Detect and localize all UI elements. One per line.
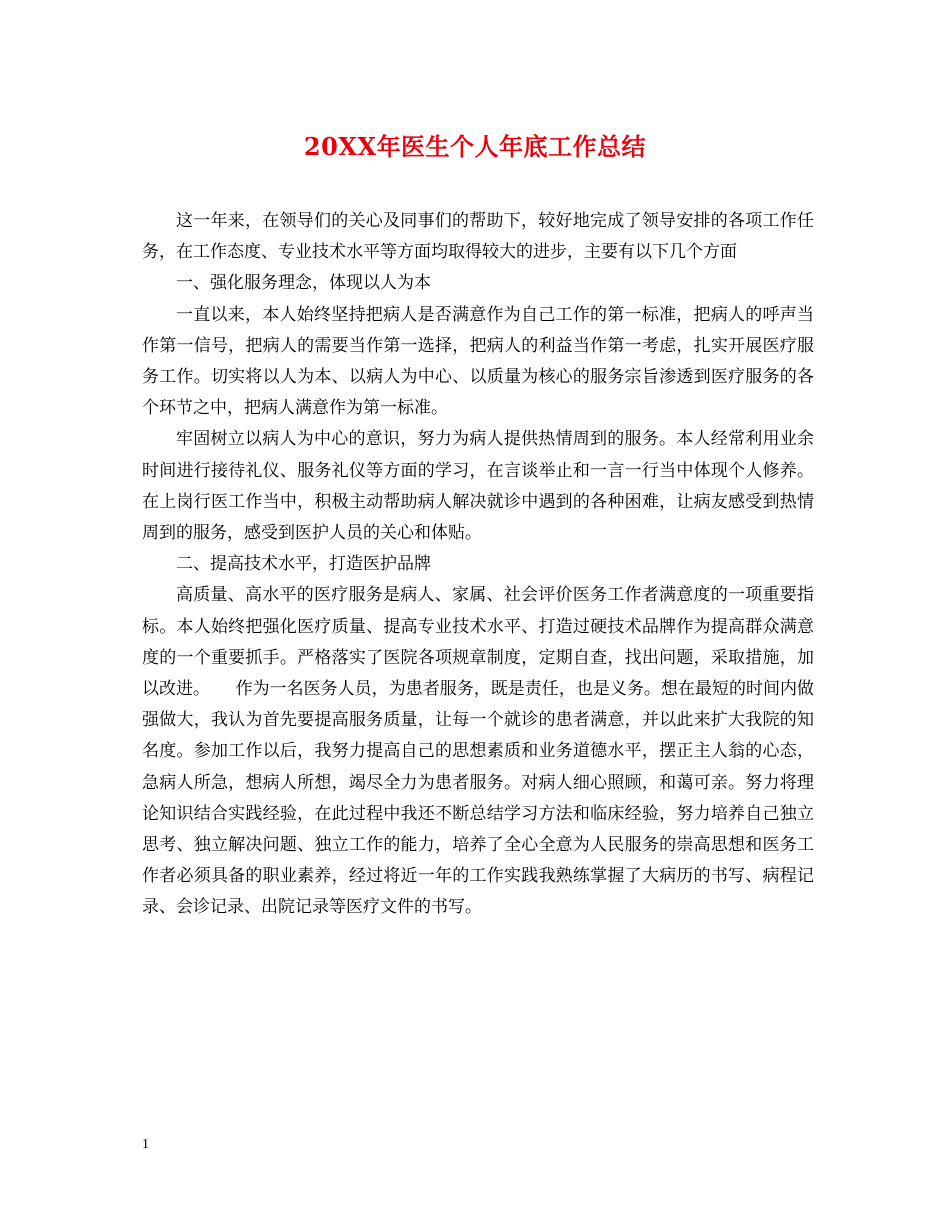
document-title: 20XX年医生个人年底工作总结 — [303, 132, 647, 161]
body-paragraph: 高质量、高水平的医疗服务是病人、家属、社会评价医务工作者满意度的一项重要指标。本人始终把强化医疗质量、提高专业技术水平、打造过硬技术品牌作为提高群众满意度的一个重要抓手。严格落实了医院各项规章制度，定期自查，找出问题，采取措施，加以改进。 作为一名医务人员，为患者服务，既是责任，也是义务。想在最短的时间内做强做大，我认为首先要提高服务质量，让每一个就诊的患者满意，并以此来扩大我院的知名度。参加工作以后，我努力提高自己的思想素质和业务道德水平，摆正主人翁的心态，急病人所急，想病人所想，竭尽全力为患者服务。对病人细心照顾，和蔼可亲。努力将理论知识结合实践经验，在此过程中我还不断总结学习方法和临床经验，努力培养自己独立思考、独立解决问题、独立工作的能力，培养了全心全意为人民服务的崇高思想和医务工作者必须具备的职业素养，经过将近一年的工作实践我熟练掌握了大病历的书写、病程记录、会诊记录、出院记录等医疗文件的书写。 — [142, 585, 814, 918]
document-body — [142, 206, 814, 924]
intro-paragraph: 这一年来，在领导们的关心及同事们的帮助下，较好地完成了领导安排的各项工作任务，在工作态度、专业技术水平等方面均取得较大的进步，主要有以下几个方面 — [142, 211, 814, 263]
section-heading-2: 二、提高技术水平，打造医护品牌 — [176, 554, 431, 575]
body-paragraph: 牢固树立以病人为中心的意识，努力为病人提供热情周到的服务。本人经常利用业余时间进行接待礼仪、服务礼仪等方面的学习，在言谈举止和一言一行当中体现个人修养。在上岗行医工作当中，积极主动帮助病人解决就诊中遇到的各种困难，让病友感受到热情周到的服务，感受到医护人员的关心和体贴。 — [142, 429, 814, 544]
body-paragraph: 一直以来，本人始终坚持把病人是否满意作为自己工作的第一标准，把病人的呼声当作第一信号，把病人的需要当作第一选择，把病人的利益当作第一考虑，扎实开展医疗服务工作。切实将以人为本、以病人为中心、以质量为核心的服务宗旨渗透到医疗服务的各个环节之中，把病人满意作为第一标准。 — [142, 304, 814, 419]
page-number: 1 — [142, 1137, 149, 1152]
section-heading-1: 一、强化服务理念，体现以人为本 — [176, 273, 431, 294]
